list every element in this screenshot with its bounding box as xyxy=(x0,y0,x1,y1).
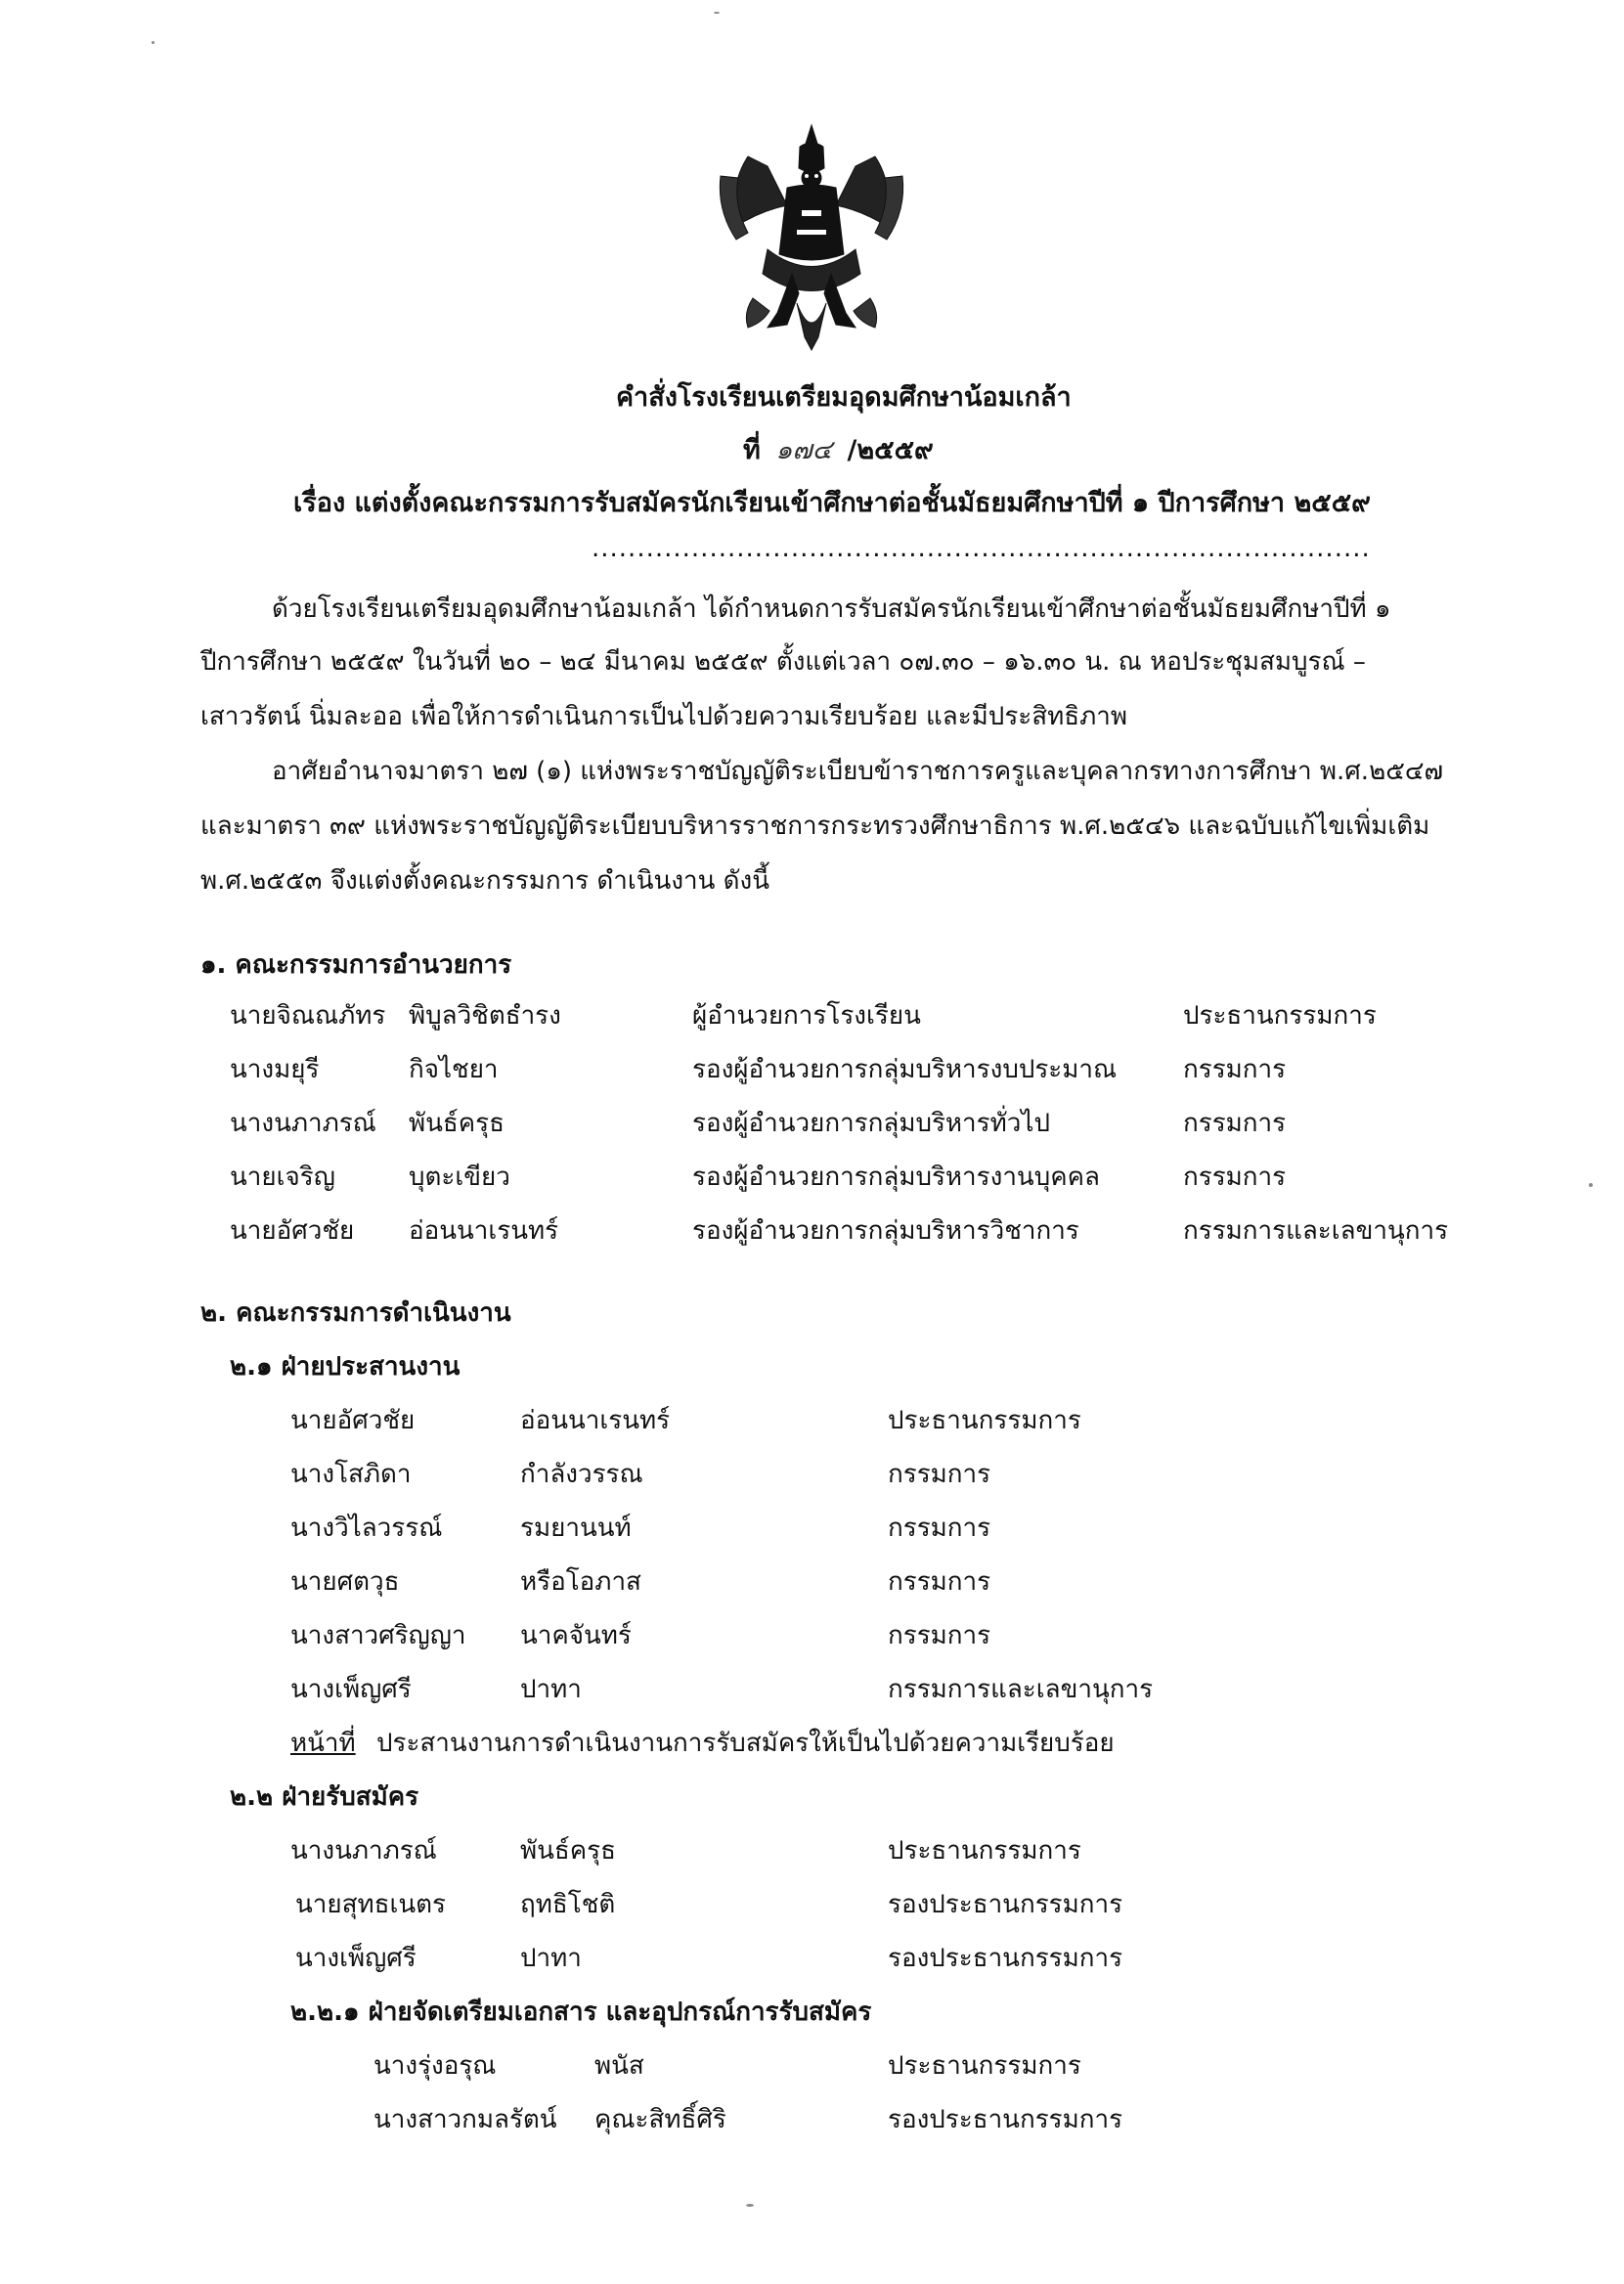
section-1-member-row xyxy=(0,1157,1624,1192)
member-role: กรรมการและเลขานุการ xyxy=(1183,1216,1449,1246)
member-role: กรรมการ xyxy=(888,1621,991,1650)
member-first-name: นายอัศวชัย xyxy=(290,1406,416,1435)
intro-paragraph-2-line-1: อาศัยอำนาจมาตรา ๒๗ (๑) แห่งพระราชบัญญัติระเบียบข้าราชการครูและบุคลากรทางการศึกษา พ.ศ.๒๕๔๗ xyxy=(272,757,1444,786)
member-role: ประธานกรรมการ xyxy=(888,1836,1081,1866)
member-role: รองประธานกรรมการ xyxy=(888,1890,1123,1919)
member-first-name: นายจิณณภัทร xyxy=(230,1001,386,1031)
member-position: ผู้อำนวยการโรงเรียน xyxy=(692,1001,921,1031)
subsection-2-2-heading: ๒.๒ ฝ่ายรับสมัคร xyxy=(230,1782,419,1812)
member-last-name: อ่อนนาเรนทร์ xyxy=(409,1216,559,1246)
garuda-emblem xyxy=(709,117,914,352)
member-position: รองผู้อำนวยการกลุ่มบริหารทั่วไป xyxy=(692,1109,1050,1138)
section-1-heading: ๑. คณะกรรมการอำนวยการ xyxy=(200,950,512,980)
subsection-2-1-heading: ๒.๑ ฝ่ายประสานงาน xyxy=(230,1352,461,1382)
member-role: กรรมการ xyxy=(1183,1109,1287,1138)
member-first-name: นายอัศวชัย xyxy=(230,1216,355,1246)
member-first-name: นางมยุรี xyxy=(230,1055,320,1084)
member-first-name: นางโสภิดา xyxy=(290,1460,412,1489)
intro-paragraph-2-line-3: พ.ศ.๒๕๕๓ จึงแต่งตั้งคณะกรรมการ ดำเนินงาน ดังนี้ xyxy=(200,866,770,896)
subsection-2-1-member-row xyxy=(0,1561,1624,1597)
member-role: กรรมการ xyxy=(888,1460,991,1489)
member-last-name: ปาทา xyxy=(520,1944,582,1973)
duty-label: หน้าที่ xyxy=(290,1729,356,1758)
member-role: ประธานกรรมการ xyxy=(888,2051,1081,2081)
member-first-name: นางนภาภรณ์ xyxy=(290,1836,437,1866)
member-position: รองผู้อำนวยการกลุ่มบริหารวิชาการ xyxy=(692,1216,1079,1246)
subsection-2-2-1-member-row xyxy=(0,2099,1624,2134)
member-first-name: นางวิไลวรรณ์ xyxy=(290,1514,443,1543)
section-1-member-row xyxy=(0,995,1624,1031)
subsection-2-1-member-row xyxy=(0,1454,1624,1489)
member-role: รองประธานกรรมการ xyxy=(888,2105,1123,2134)
section-1-member-row xyxy=(0,1049,1624,1084)
intro-paragraph-1-line-3: เสาวรัตน์ นิ่มละออ เพื่อให้การดำเนินการเป็นไปด้วยความเรียบร้อย และมีประสิทธิภาพ xyxy=(200,702,1127,731)
handwritten-number: ๑๗๔ xyxy=(775,435,833,465)
member-position: รองผู้อำนวยการกลุ่มบริหารงานบุคคล xyxy=(692,1163,1100,1192)
member-role: กรรมการ xyxy=(888,1567,991,1597)
member-last-name: หรือโอภาส xyxy=(520,1567,641,1597)
member-first-name: นางเพ็ญศรี xyxy=(295,1944,417,1973)
intro-paragraph-1-line-2: ปีการศึกษา ๒๕๕๙ ในวันที่ ๒๐ – ๒๔ มีนาคม ๒๕๕๙ ตั้งแต่เวลา ๐๗.๓๐ – ๑๖.๓๐ น. ณ หอประชุมสมบูรณ์ – xyxy=(200,647,1366,677)
member-last-name: รมยานนท์ xyxy=(520,1514,632,1543)
scan-speck xyxy=(152,41,154,44)
member-last-name: พันธ์ครุธ xyxy=(409,1109,505,1138)
order-subject: เรื่อง แต่งตั้งคณะกรรมการรับสมัครนักเรียนเข้าศึกษาต่อชั้นมัธยมศึกษาปีที่ ๑ ปีการศึกษา ๒๕๕๙ xyxy=(293,488,1371,518)
member-role: ประธานกรรมการ xyxy=(888,1406,1081,1435)
subsection-2-1-member-row xyxy=(0,1508,1624,1543)
section-2-heading: ๒. คณะกรรมการดำเนินงาน xyxy=(200,1298,511,1328)
member-last-name: อ่อนนาเรนทร์ xyxy=(520,1406,671,1435)
subsection-2-1-member-row xyxy=(0,1400,1624,1435)
order-title: คำสั่งโรงเรียนเตรียมอุดมศึกษาน้อมเกล้า xyxy=(616,382,1072,413)
member-role: กรรมการ xyxy=(888,1514,991,1543)
intro-paragraph-1-line-1: ด้วยโรงเรียนเตรียมอุดมศึกษาน้อมเกล้า ได้กำหนดการรับสมัครนักเรียนเข้าศึกษาต่อชั้นมัธยมศึกษาปีที่ ๑ xyxy=(272,594,1391,624)
member-first-name: นายสุทธเนตร xyxy=(295,1890,446,1919)
member-first-name: นางสาวกมลรัตน์ xyxy=(373,2105,557,2134)
member-last-name: นาคจันทร์ xyxy=(520,1621,632,1650)
member-role: กรรมการ xyxy=(1183,1163,1287,1192)
member-last-name: บุตะเขียว xyxy=(409,1163,510,1192)
subsection-2-2-1-member-row xyxy=(0,2045,1624,2081)
subsection-2-1-member-row xyxy=(0,1669,1624,1704)
section-1-member-row xyxy=(0,1103,1624,1138)
header-divider: ...................................................................................... xyxy=(592,534,1371,563)
member-role: กรรมการ xyxy=(1183,1055,1287,1084)
member-first-name: นางสาวศริญญา xyxy=(290,1621,466,1650)
member-first-name: นายเจริญ xyxy=(230,1163,335,1192)
scan-speck xyxy=(714,12,720,14)
member-role: รองประธานกรรมการ xyxy=(888,1944,1123,1973)
subsection-2-2-1-heading: ๒.๒.๑ ฝ่ายจัดเตรียมเอกสาร และอุปกรณ์การรับสมัคร xyxy=(290,1998,872,2027)
intro-paragraph-2-line-2: และมาตรา ๓๙ แห่งพระราชบัญญัติระเบียบบริหารราชการกระทรวงศึกษาธิการ พ.ศ.๒๕๔๖ และฉบับแก้ไขเพิ่มเติม xyxy=(200,812,1430,841)
member-last-name: พิบูลวิชิตธำรง xyxy=(409,1001,561,1031)
order-number-prefix: ที่ xyxy=(743,435,761,465)
subsection-2-2-member-row xyxy=(0,1830,1624,1866)
member-last-name: คุณะสิทธิ์ศิริ xyxy=(594,2105,726,2134)
subsection-2-1-member-row xyxy=(0,1615,1624,1650)
member-last-name: พนัส xyxy=(594,2051,644,2081)
member-role: ประธานกรรมการ xyxy=(1183,1001,1377,1031)
member-last-name: กำลังวรรณ xyxy=(520,1460,643,1489)
member-last-name: กิจไชยา xyxy=(409,1055,499,1084)
member-last-name: พันธ์ครุธ xyxy=(520,1836,617,1866)
member-first-name: นางนภาภรณ์ xyxy=(230,1109,376,1138)
member-first-name: นางเพ็ญศรี xyxy=(290,1675,412,1704)
member-first-name: นายศตวุธ xyxy=(290,1567,400,1597)
section-1-member-row xyxy=(0,1210,1624,1246)
subsection-2-2-member-row xyxy=(0,1884,1624,1919)
member-position: รองผู้อำนวยการกลุ่มบริหารงบประมาณ xyxy=(692,1055,1118,1084)
scan-speck xyxy=(746,2204,754,2207)
order-number xyxy=(743,428,934,470)
member-last-name: ปาทา xyxy=(520,1675,582,1704)
order-number-suffix: /๒๕๕๙ xyxy=(847,435,934,465)
subsection-2-2-member-row xyxy=(0,1938,1624,1973)
member-role: กรรมการและเลขานุการ xyxy=(888,1675,1154,1704)
duty-line xyxy=(0,1723,1624,1758)
member-first-name: นางรุ่งอรุณ xyxy=(373,2051,497,2081)
member-last-name: ฤทธิโชติ xyxy=(520,1890,616,1919)
duty-text: ประสานงานการดำเนินงานการรับสมัครให้เป็นไปด้วยความเรียบร้อย xyxy=(376,1729,1115,1758)
